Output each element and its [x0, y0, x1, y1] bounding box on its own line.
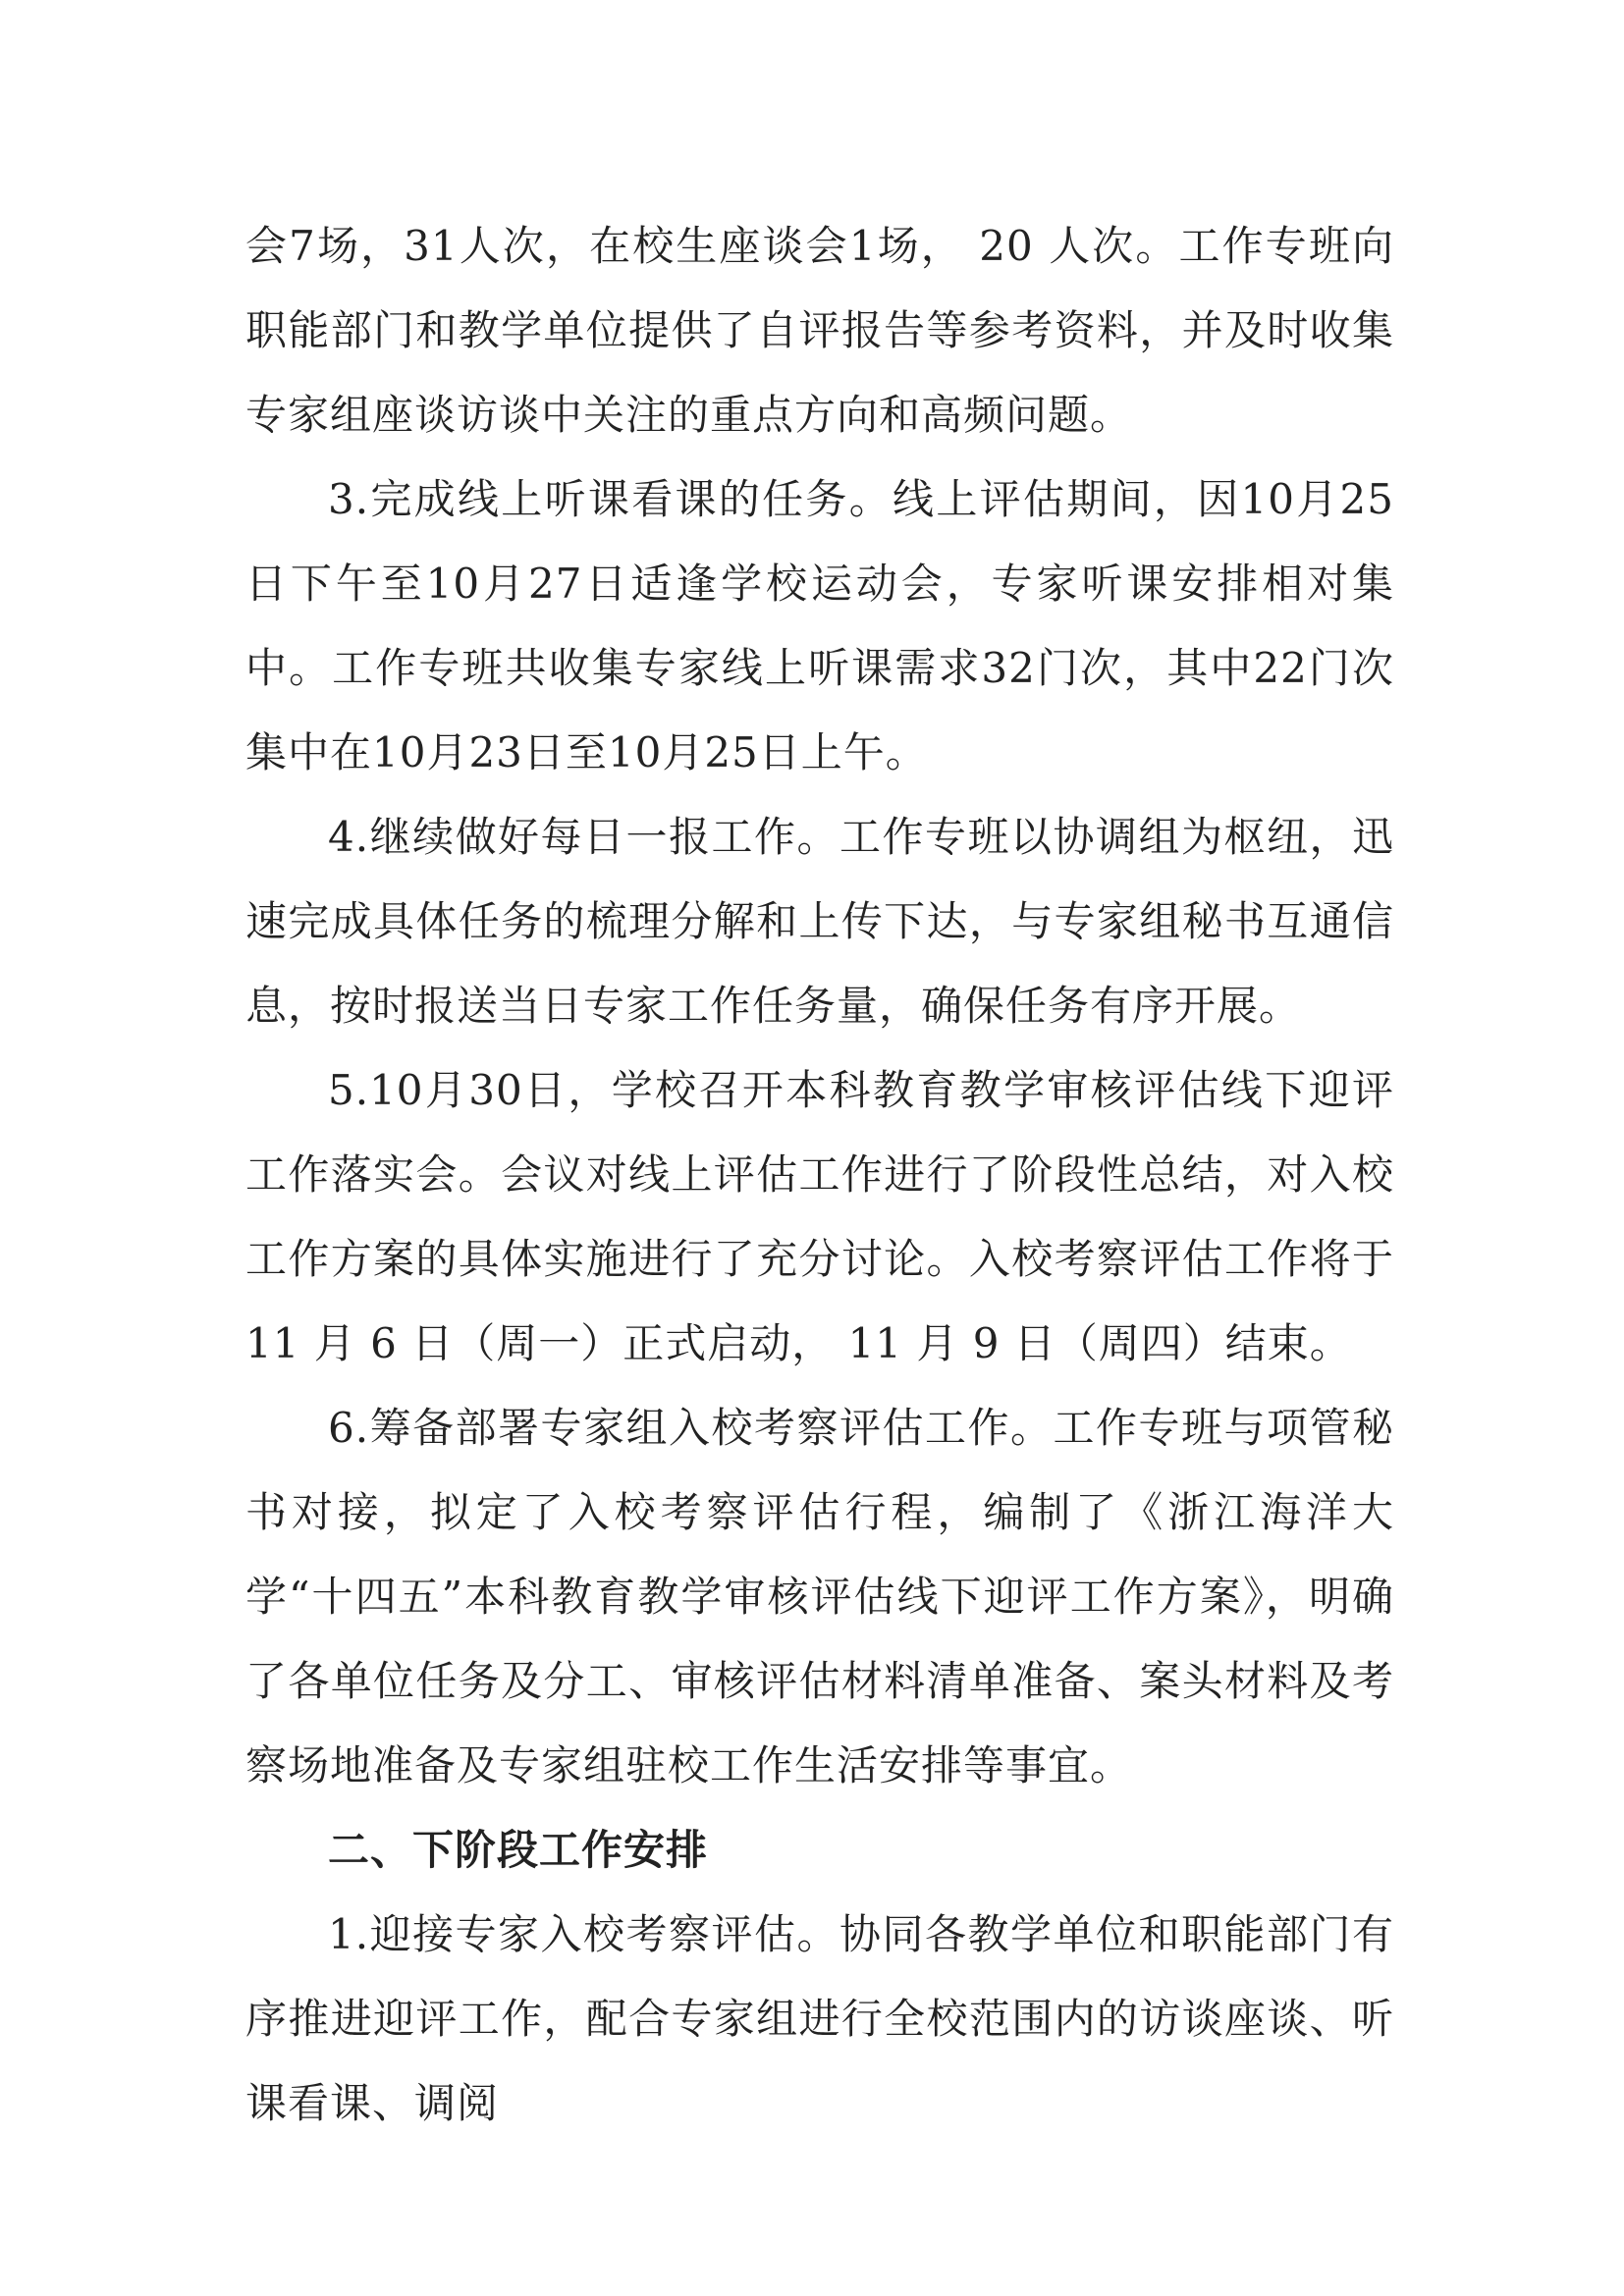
paragraph-item-5: 5.10月30日，学校召开本科教育教学审核评估线下迎评工作落实会。会议对线上评估工作进行了阶段性总结，对入校工作方案的具体实施进行了充分讨论。入校考察评估工作将于 11 月 6 日（周一）正式启动， 11 月 9 日（周四）结束。	[245, 1066, 1394, 1367]
document-body	[245, 204, 1394, 2146]
paragraph-item-6: 6.筹备部署专家组入校考察评估工作。工作专班与项管秘书对接，拟定了入校考察评估行程，编制了《浙江海洋大学“十四五”本科教育教学审核评估线下迎评工作方案》，明确了各单位任务及分工、审核评估材料清单准备、案头材料及考察场地准备及专家组驻校工作生活安排等事宜。	[245, 1404, 1394, 1789]
paragraph-continued: 会7场，31人次，在校生座谈会1场， 20 人次。工作专班向职能部门和教学单位提供了自评报告等参考资料，并及时收集专家组座谈访谈中关注的重点方向和高频问题。	[245, 222, 1394, 439]
section-heading: 二、下阶段工作安排	[328, 1826, 709, 1874]
paragraph-next-1: 1.迎接专家入校考察评估。协同各教学单位和职能部门有序推进迎评工作，配合专家组进行全校范围内的访谈座谈、听课看课、调阅	[245, 1910, 1394, 2127]
paragraph-item-3: 3.完成线上听课看课的任务。线上评估期间，因10月25日下午至10月27日适逢学校运动会，专家听课安排相对集中。工作专班共收集专家线上听课需求32门次，其中22门次集中在10月23日至10月25日上午。	[245, 475, 1394, 776]
paragraph-item-4: 4.继续做好每日一报工作。工作专班以协调组为枢纽，迅速完成具体任务的梳理分解和上传下达，与专家组秘书互通信息，按时报送当日专家工作任务量，确保任务有序开展。	[245, 813, 1394, 1030]
